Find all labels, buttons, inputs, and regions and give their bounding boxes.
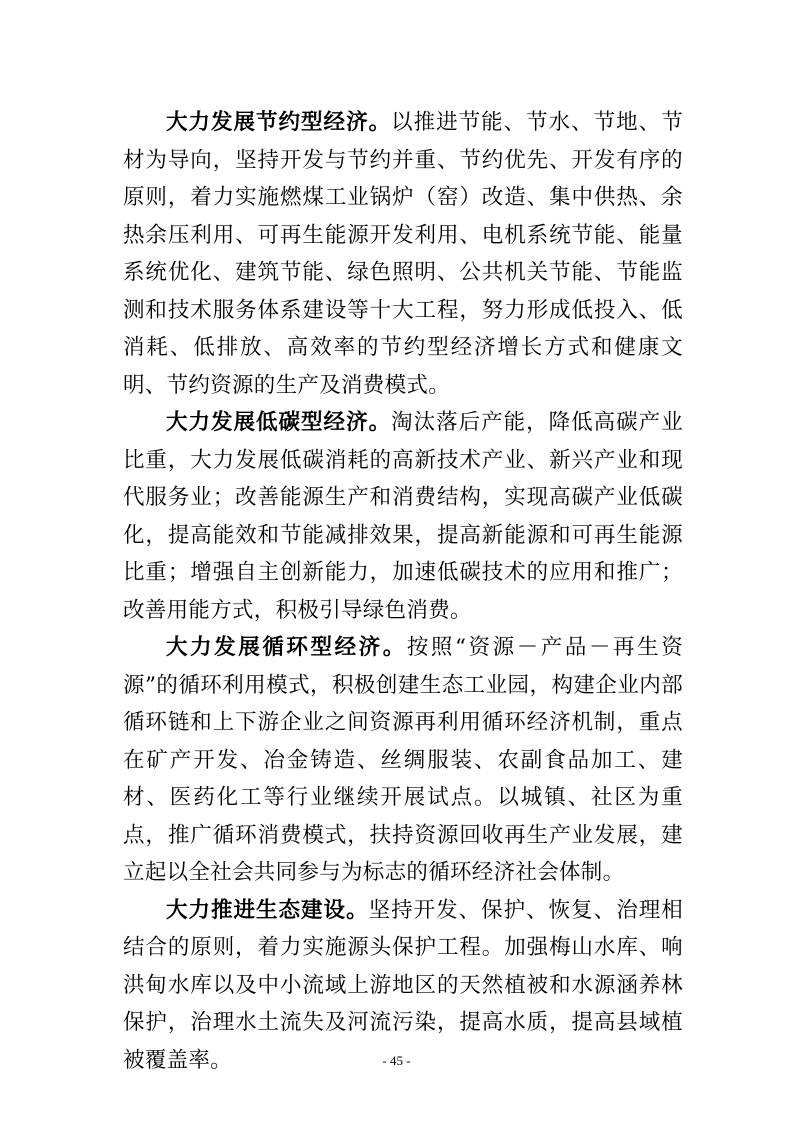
- paragraph-text: 按照“资源－产品－再生资源”的循环利用模式，积极创建生态工业园，构建企业内部循环链和上下游企业之间资源再利用循环经济机制，重点在矿产开发、冶金铸造、丝绸服装、农副食品加工、建材、医药化工等行业继续开展试点。以城镇、社区为重点，推广循环消费模式，扶持资源回收再生产业发展，建立起以全社会共同参与为标志的循环经济社会体制。: [123, 635, 683, 885]
- document-body: [123, 104, 683, 1079]
- paragraph-text: 坚持开发、保护、恢复、治理相结合的原则，着力实施源头保护工程。加强梅山水库、响洪甸水库以及中小流域上游地区的天然植被和水源涵养林保护，治理水土流失及河流污染，提高水质，提高县域植被覆盖率。: [123, 897, 684, 1073]
- paragraph-heading: 大力发展节约型经济。: [166, 110, 392, 135]
- paragraph-text: 淘汰落后产能，降低高碳产业比重，大力发展低碳消耗的高新技术产业、新兴产业和现代服务业；改善能源生产和消费结构，实现高碳产业低碳化，提高能效和节能减排效果，提高新能源和可再生能源比重；增强自主创新能力，加速低碳技术的应用和推广；改善用能方式，积极引导绿色消费。: [123, 410, 683, 623]
- paragraph-heading: 大力发展低碳型经济。: [166, 410, 392, 435]
- paragraph-heading: 大力推进生态建设。: [166, 897, 369, 923]
- paragraph-economy-circular: [123, 629, 683, 892]
- paragraph-economy-saving: [123, 104, 683, 404]
- paragraph-economy-low-carbon: [123, 404, 683, 629]
- paragraph-heading: 大力发展循环型经济。: [166, 635, 407, 660]
- paragraph-text: 以推进节能、节水、节地、节材为导向，坚持开发与节约并重、节约优先、开发有序的原则，着力实施燃煤工业锅炉（窑）改造、集中供热、余热余压利用、可再生能源开发利用、电机系统节能、能量系统优化、建筑节能、绿色照明、公共机关节能、节能监测和技术服务体系建设等十大工程，努力形成低投入、低消耗、低排放、高效率的节约型经济增长方式和健康文明、节约资源的生产及消费模式。: [123, 110, 683, 398]
- paragraph-ecological-construction: [123, 892, 683, 1080]
- page-number: - 45 -: [382, 1053, 411, 1068]
